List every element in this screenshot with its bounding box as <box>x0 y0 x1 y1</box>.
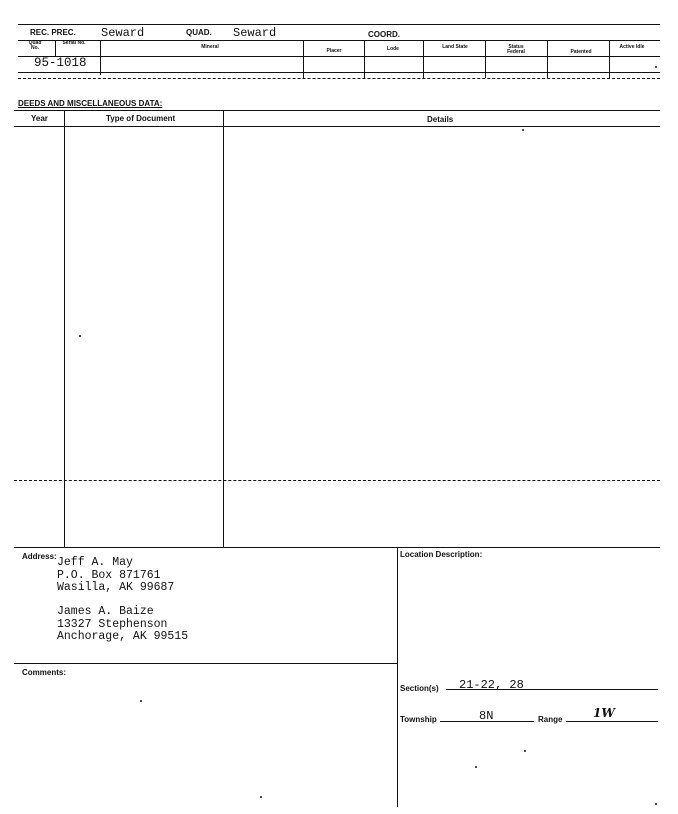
comments-top-rule <box>14 663 397 664</box>
address-block-2 <box>57 606 188 644</box>
status-col-divider <box>100 40 101 75</box>
quad-no-value: 95-1018 <box>34 56 87 70</box>
quad-no-header: Quad No. <box>28 40 42 51</box>
scan-speck <box>140 700 142 702</box>
quad-label: QUAD. <box>186 28 212 37</box>
address-line: 13327 Stephenson <box>57 617 168 631</box>
deeds-col-type: Type of Document <box>106 114 176 123</box>
coord-label: COORD. <box>368 30 400 39</box>
deeds-col-details: Details <box>427 115 454 124</box>
header-mid-rule <box>18 40 660 41</box>
land-state-header: Land State <box>442 44 468 50</box>
status-bottom-dash <box>18 78 660 79</box>
address-block-1 <box>57 557 174 595</box>
scan-speck <box>522 129 524 131</box>
scan-speck <box>79 335 81 337</box>
header-top-rule <box>18 24 660 25</box>
address-line: Jeff A. May <box>57 556 133 569</box>
status-federal-header: Status Federal <box>507 44 525 55</box>
patented-header: Patented <box>570 49 592 55</box>
rec-prec-value: Seward <box>101 26 145 40</box>
status-col-divider <box>55 40 56 56</box>
section-label: Section(s) <box>400 684 439 693</box>
mineral-header: Mineral <box>201 44 219 50</box>
address-label: Address: <box>22 552 57 561</box>
lower-vertical-divider <box>397 547 398 807</box>
location-description-label: Location Description: <box>400 550 483 559</box>
status-value-rule <box>18 72 660 73</box>
scan-speck <box>475 766 477 768</box>
range-value: 1W <box>593 706 615 720</box>
deeds-col-year: Year <box>31 114 48 123</box>
serial-no-header: Serial No. <box>62 40 86 46</box>
deeds-bottom-rule <box>14 547 660 548</box>
deeds-col-divider <box>64 110 65 547</box>
deeds-col-divider <box>223 110 224 547</box>
address-line: James A. Baize <box>57 605 154 618</box>
section-value: 21-22, 28 <box>459 678 524 692</box>
rec-prec-label: REC. PREC. <box>30 28 76 37</box>
active-idle-header: Active Idle <box>619 44 645 50</box>
township-value: 8N <box>479 709 494 723</box>
scan-speck <box>655 66 657 68</box>
comments-label: Comments: <box>22 668 67 677</box>
address-line: Anchorage, AK 99515 <box>57 630 189 643</box>
township-label: Township <box>400 715 437 724</box>
quad-value: Seward <box>233 26 277 40</box>
address-line: P.O. Box 871761 <box>57 568 161 582</box>
scan-speck <box>260 796 262 798</box>
range-label: Range <box>538 715 563 724</box>
scan-speck <box>655 803 657 805</box>
lode-header: Lode <box>387 46 399 52</box>
deeds-header-rule <box>14 126 660 127</box>
deeds-top-rule <box>14 110 660 111</box>
placer-header: Placer <box>326 48 342 54</box>
scan-speck <box>524 750 526 752</box>
status-header-rule <box>18 56 660 57</box>
range-underline <box>566 721 658 722</box>
address-line: Wasilla, AK 99687 <box>57 581 175 594</box>
deeds-dash-rule <box>14 480 660 481</box>
deeds-title: DEEDS AND MISCELLANEOUS DATA: <box>18 99 163 108</box>
